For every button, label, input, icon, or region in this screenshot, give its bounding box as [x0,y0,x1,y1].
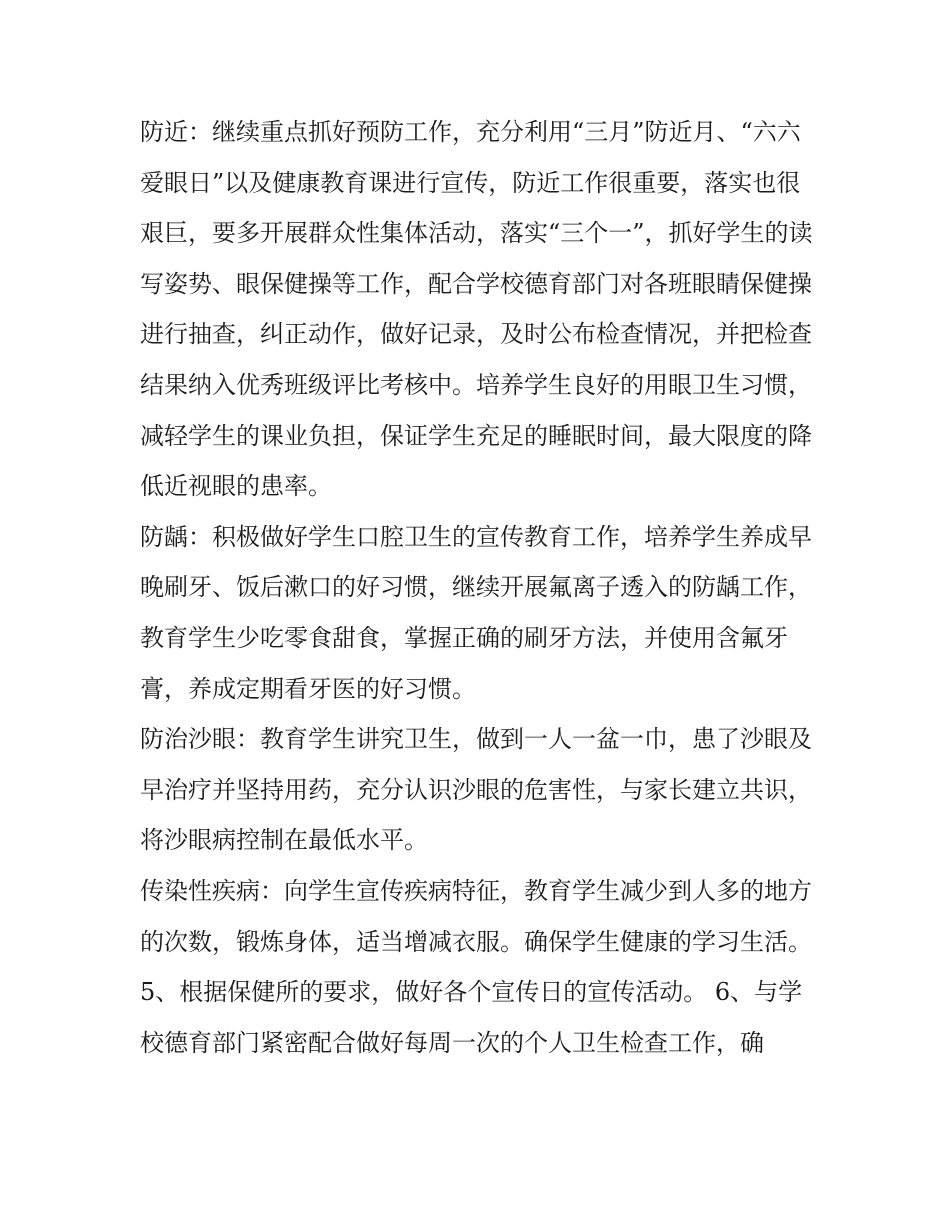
paragraph-infectious-disease: 传染性疾病：向学生宣传疾病特征，教育学生减少到人多的地方的次数，锻炼身体，适当增减衣服。确保学生健康的学习生活。 [140,876,812,956]
document-body [140,107,820,1068]
paragraph-publicity-and-hygiene-check: 5、根据保健所的要求，做好各个宣传日的宣传活动。 6、与学校德育部门紧密配合做好每周一次的个人卫生检查工作，确 [140,978,803,1057]
paragraph-dental-caries-prevention: 防龋：积极做好学生口腔卫生的宣传教育工作，培养学生养成早晚刷牙、饭后漱口的好习惯，继续开展氟离子透入的防龋工作，教育学生少吃零食甜食，掌握正确的刷牙方法，并使用含氟牙膏，养成定期看牙医的好习惯。 [140,522,812,703]
paragraph-myopia-prevention: 防近：继续重点抓好预防工作，充分利用“三月”防近月、“六六爱眼日”以及健康教育课进行宣传，防近工作很重要，落实也很艰巨，要多开展群众性集体活动，落实“三个一”，抓好学生的读写姿势、眼保健操等工作，配合学校德育部门对各班眼睛保健操进行抽查，纠正动作，做好记录，及时公布检查情况，并把检查结果纳入优秀班级评比考核中。培养学生良好的用眼卫生习惯，减轻学生的课业负担，保证学生充足的睡眠时间，最大限度的降低近视眼的患率。 [140,118,813,501]
paragraph-trachoma-prevention: 防治沙眼：教育学生讲究卫生，做到一人一盆一巾，患了沙眼及早治疗并坚持用药，充分认识沙眼的危害性，与家长建立共识，将沙眼病控制在最低水平。 [140,725,812,855]
